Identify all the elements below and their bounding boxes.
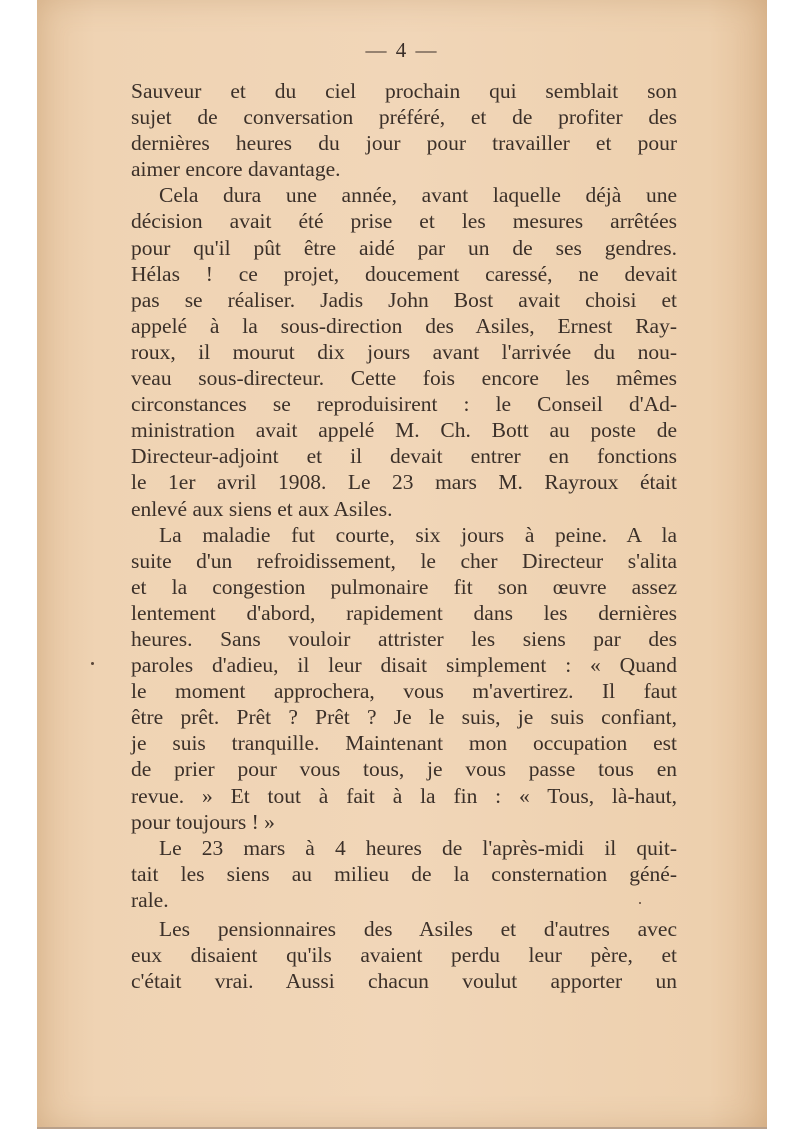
text-line: La maladie fut courte, six jours à peine. A la: [159, 522, 677, 547]
text-line: c'était vrai. Aussi chacun voulut apporter un: [131, 969, 677, 994]
text-line: paroles d'adieu, il leur disait simplement : « Quand: [131, 653, 677, 678]
text-line: sujet de conversation préféré, et de profiter des: [131, 105, 677, 130]
page-number: — 4 —: [365, 38, 439, 62]
text-line: pour toujours ! »: [131, 809, 275, 834]
text-line: décision avait été prise et les mesures arrêtées: [131, 209, 677, 234]
text-line: pour qu'il pût être aidé par un de ses gendres.: [131, 235, 677, 260]
text-line: Cela dura une année, avant laquelle déjà une: [159, 183, 677, 208]
text-line: suite d'un refroidissement, le cher Directeur s'alita: [131, 548, 677, 573]
text-line: appelé à la sous-direction des Asiles, Ernest Ray-: [131, 313, 677, 338]
text-line: lentement d'abord, rapidement dans les dernières: [131, 600, 677, 625]
text-line: Directeur-adjoint et il devait entrer en fonctions: [131, 444, 677, 469]
text-line: dernières heures du jour pour travailler et pour: [131, 131, 677, 156]
text-line: enlevé aux siens et aux Asiles.: [131, 496, 393, 521]
text-line: revue. » Et tout à fait à la fin : « Tous, là-haut,: [131, 783, 677, 808]
text-line: ministration avait appelé M. Ch. Bott au poste de: [131, 418, 677, 443]
text-line: Sauveur et du ciel prochain qui semblait son: [131, 79, 677, 103]
paper-speck: [639, 902, 641, 904]
text-line: heures. Sans vouloir attrister les siens par des: [131, 626, 677, 651]
text-line: et la congestion pulmonaire fit son œuvre assez: [131, 574, 677, 599]
text-line: Hélas ! ce projet, doucement caressé, ne devait: [131, 261, 677, 286]
text-line: je suis tranquille. Maintenant mon occupation est: [131, 731, 677, 756]
text-line: pas se réaliser. Jadis John Bost avait choisi et: [131, 287, 677, 312]
text-line: de prier pour vous tous, je vous passe tous en: [131, 757, 677, 782]
text-line: Les pensionnaires des Asiles et d'autres avec: [159, 917, 677, 941]
text-line: roux, il mourut dix jours avant l'arrivée du nou-: [131, 339, 677, 364]
text-line: veau sous-directeur. Cette fois encore les mêmes: [131, 366, 677, 391]
paper-speck: [91, 662, 94, 665]
text-line: le moment approchera, vous m'avertirez. Il faut: [131, 679, 677, 704]
book-page: [37, 0, 767, 1128]
text-line: aimer encore davantage.: [131, 157, 341, 182]
text-line: Le 23 mars à 4 heures de l'après-midi il quit-: [159, 835, 677, 860]
text-line: eux disaient qu'ils avaient perdu leur père, et: [131, 943, 677, 968]
body-text: [131, 78, 677, 994]
text-line: être prêt. Prêt ? Prêt ? Je le suis, je suis confiant,: [131, 705, 677, 730]
text-line: rale.: [131, 887, 169, 912]
page-bottom-edge: [37, 1127, 767, 1129]
text-line: le 1er avril 1908. Le 23 mars M. Rayroux était: [131, 470, 677, 495]
text-line: tait les siens au milieu de la consternation géné-: [131, 861, 677, 886]
text-line: circonstances se reproduisirent : le Conseil d'Ad-: [131, 392, 677, 417]
